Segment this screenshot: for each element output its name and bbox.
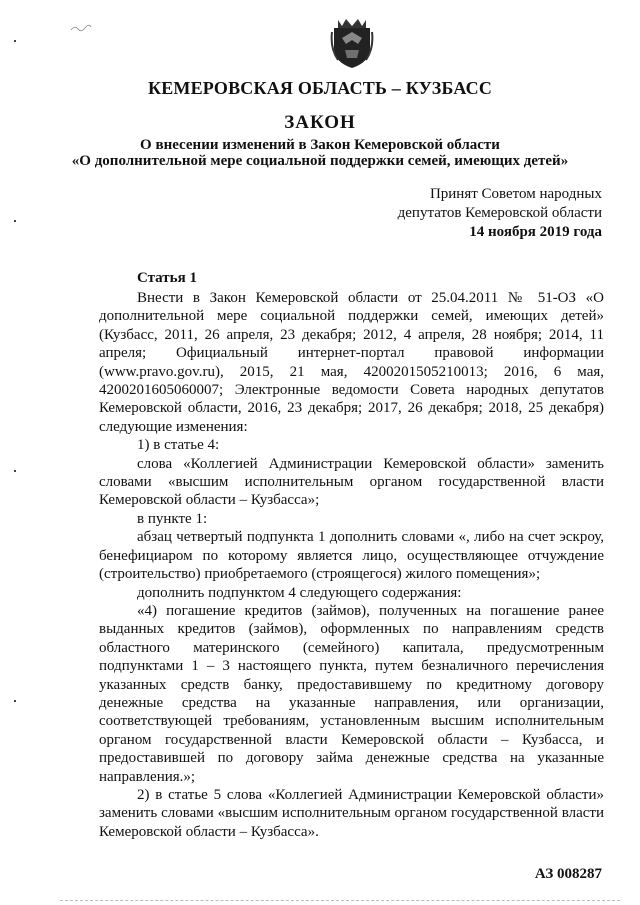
page-bottom-edge xyxy=(60,900,620,901)
article-paragraph: в пункте 1: xyxy=(137,510,208,527)
article-paragraph: слова «Коллегией Администрации Кемеровской области» заменить словами «высшим исполнительным органом государственной власти Кемеровской области – Кузбасса»; xyxy=(99,455,604,509)
law-heading: ЗАКОН xyxy=(284,112,356,133)
form-serial-code: АЗ 008287 xyxy=(534,866,602,882)
adoption-line2: депутатов Кемеровской области xyxy=(397,205,602,221)
article-paragraph: 2) в статье 5 слова «Коллегией Администрации Кемеровской области» заменить словами «высшим исполнительным органом государственной власти Кемеровской области – Кузбасса». xyxy=(99,786,604,840)
article-body xyxy=(99,289,604,841)
coat-of-arms-emblem xyxy=(330,14,374,70)
article-paragraph: 1) в статье 4: xyxy=(137,437,220,454)
adoption-date: 14 ноября 2019 года xyxy=(469,224,602,240)
binding-dots xyxy=(14,0,18,905)
law-subtitle-line1: О внесении изменений в Закон Кемеровской области xyxy=(140,137,500,153)
article-paragraph: Внести в Закон Кемеровской области от 25.04.2011 № 51-ОЗ «О дополнительной мере социальной поддержки семей, имеющих детей» (Кузбасс, 2011, 26 апреля, 23 декабря; 2012, 4 апреля, 28 ноября; 2014, 11 апреля; Официальный интернет-портал правовой информации (www.pravo.gov.ru), 2015, 21 мая, 4200201505210013; 2016, 6 мая, 4200201605060007; Электронные ведомости Совета народных депутатов Кемеровской области, 2016, 23 декабря; 2017, 26 декабря; 2018, 25 декабря) следующие изменения: xyxy=(99,290,604,435)
article-title: Статья 1 xyxy=(137,270,197,286)
article-paragraph: абзац четвертый подпункта 1 дополнить словами «, либо на счет эскроу, бенефициаром по которому является лицо, осуществляющее отчуждение (строительство) приобретаемого (строящегося) жилого помещения»; xyxy=(99,529,604,583)
adoption-line1: Принят Советом народных xyxy=(429,186,602,202)
adoption-block xyxy=(398,185,602,242)
article-paragraph: «4) погашение кредитов (займов), полученных на погашение ранее выданных кредитов (займов), оформленных по направлениям средств областного материнского (семейного) капитала, предусмотренным подпунктами 1 – 3 настоящего пункта, путем безналичного перечисления указанных средств банку, предоставившему по кредитному договору денежные средства на указанные направления, или организации, соответствующей требованиям, установленным высшим исполнительным органом государственной власти Кемеровской области – Кузбасса, и предоставившей по договору займа денежные средства на указанные направления.»; xyxy=(99,602,604,785)
law-subtitle-line2: «О дополнительной мере социальной поддержки семей, имеющих детей» xyxy=(71,153,569,169)
scan-artifact-mark xyxy=(70,24,92,32)
region-heading: КЕМЕРОВСКАЯ ОБЛАСТЬ – КУЗБАСС xyxy=(147,78,493,98)
article-paragraph: дополнить подпунктом 4 следующего содержания: xyxy=(137,584,462,601)
